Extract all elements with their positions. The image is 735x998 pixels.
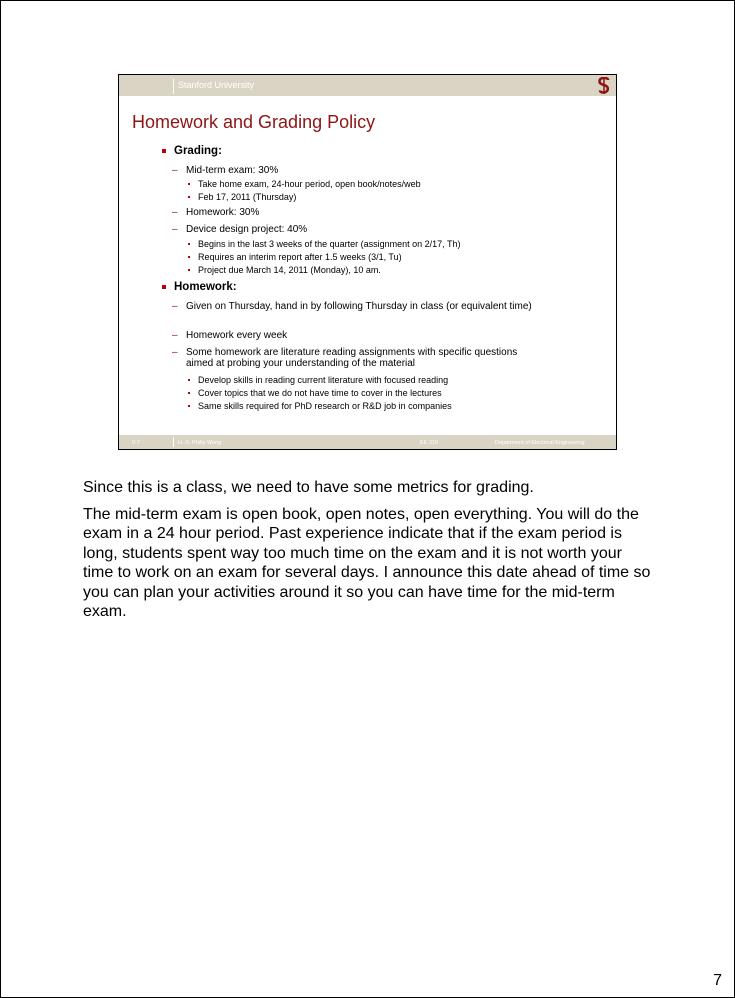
sub-list-item-text: Same skills required for PhD research or R&D job in companies — [198, 401, 452, 411]
list-item — [172, 165, 576, 176]
sub-list-item — [198, 192, 296, 203]
footer-course: EE 316 — [420, 440, 439, 446]
list-item-text: Given on Thursday, hand in by following Thursday in class (or equivalent time) — [186, 301, 532, 312]
list-item — [172, 347, 531, 369]
sub-list-item-text: Feb 17, 2011 (Thursday) — [198, 192, 297, 202]
dot-bullet-icon — [188, 256, 190, 258]
list-item-text: Some homework are literature reading assignments with specific questions aimed at probing your understanding of the material — [186, 347, 518, 369]
sub-list-item-text: Take home exam, 24-hour period, open book/notes/web — [198, 179, 421, 189]
footer-author: H.-S. Philip Wong — [178, 440, 222, 446]
sub-list-item — [198, 239, 460, 250]
dash-bullet-icon: – — [172, 165, 178, 176]
page-number: 7 — [713, 972, 722, 989]
dash-bullet-icon: – — [172, 207, 178, 218]
sub-list-item — [198, 265, 381, 276]
footer-divider — [173, 437, 174, 447]
sub-list-item — [198, 252, 402, 263]
dash-bullet-icon: – — [172, 301, 178, 312]
sub-list-item — [198, 401, 452, 412]
dot-bullet-icon — [188, 183, 190, 185]
footer-slide-number: 0-7 — [132, 440, 140, 446]
list-item-text: Device design project: 40% — [186, 224, 308, 235]
sub-list-item — [198, 179, 421, 190]
list-item-text: Mid-term exam: 30% — [186, 165, 279, 176]
sub-list-item-text: Project due March 14, 2011 (Monday), 10 am. — [198, 265, 381, 275]
sub-list-item-text: Begins in the last 3 weeks of the quarter (assignment on 2/17, Th) — [198, 239, 461, 249]
section-heading-grading — [174, 145, 222, 157]
list-item — [172, 207, 576, 218]
sub-list-item — [198, 388, 442, 399]
dash-bullet-icon: – — [172, 330, 178, 341]
sub-list-item — [198, 375, 448, 386]
list-item-text: Homework: 30% — [186, 207, 260, 218]
stanford-s-logo-icon — [597, 77, 611, 94]
dash-bullet-icon: – — [172, 224, 178, 235]
square-bullet-icon — [162, 285, 166, 289]
slide-header-bar — [119, 75, 616, 96]
sub-list-item-text: Develop skills in reading current literature with focused reading — [198, 375, 449, 385]
dot-bullet-icon — [188, 379, 190, 381]
section-heading-homework — [174, 281, 237, 293]
speaker-notes — [83, 478, 653, 629]
notes-paragraph: Since this is a class, we need to have some metrics for grading. — [83, 479, 534, 496]
dot-bullet-icon — [188, 269, 190, 271]
slide-footer-bar — [119, 435, 616, 449]
sub-list-item-text: Cover topics that we do not have time to cover in the lectures — [198, 388, 442, 398]
dash-bullet-icon: – — [172, 347, 178, 358]
dot-bullet-icon — [188, 196, 190, 198]
section-heading-text: Homework: — [174, 281, 237, 293]
header-university: Stanford University — [178, 80, 255, 90]
list-item — [172, 224, 576, 235]
notes-paragraph: The mid-term exam is open book, open notes, open everything. You will do the exam in a 24 hour period. Past experience indicate that if the exam period is long, students spent way too much time on the exam and it is not worth your time to work on an exam for several days. I announce this date ahead of time so you can plan your activities around it so you can have time for the mid-term exam. — [83, 505, 651, 620]
slide-title: Homework and Grading Policy — [132, 112, 376, 132]
header-divider — [173, 79, 174, 94]
square-bullet-icon — [162, 149, 166, 153]
list-item-text: Homework every week — [186, 330, 288, 341]
footer-department: Department of Electrical Engineering — [495, 440, 585, 446]
dot-bullet-icon — [188, 243, 190, 245]
section-heading-text: Grading: — [174, 145, 222, 157]
slide-thumbnail — [118, 74, 617, 450]
list-item — [172, 301, 576, 312]
list-item — [172, 330, 576, 341]
dot-bullet-icon — [188, 392, 190, 394]
sub-list-item-text: Requires an interim report after 1.5 weeks (3/1, Tu) — [198, 252, 402, 262]
dot-bullet-icon — [188, 405, 190, 407]
